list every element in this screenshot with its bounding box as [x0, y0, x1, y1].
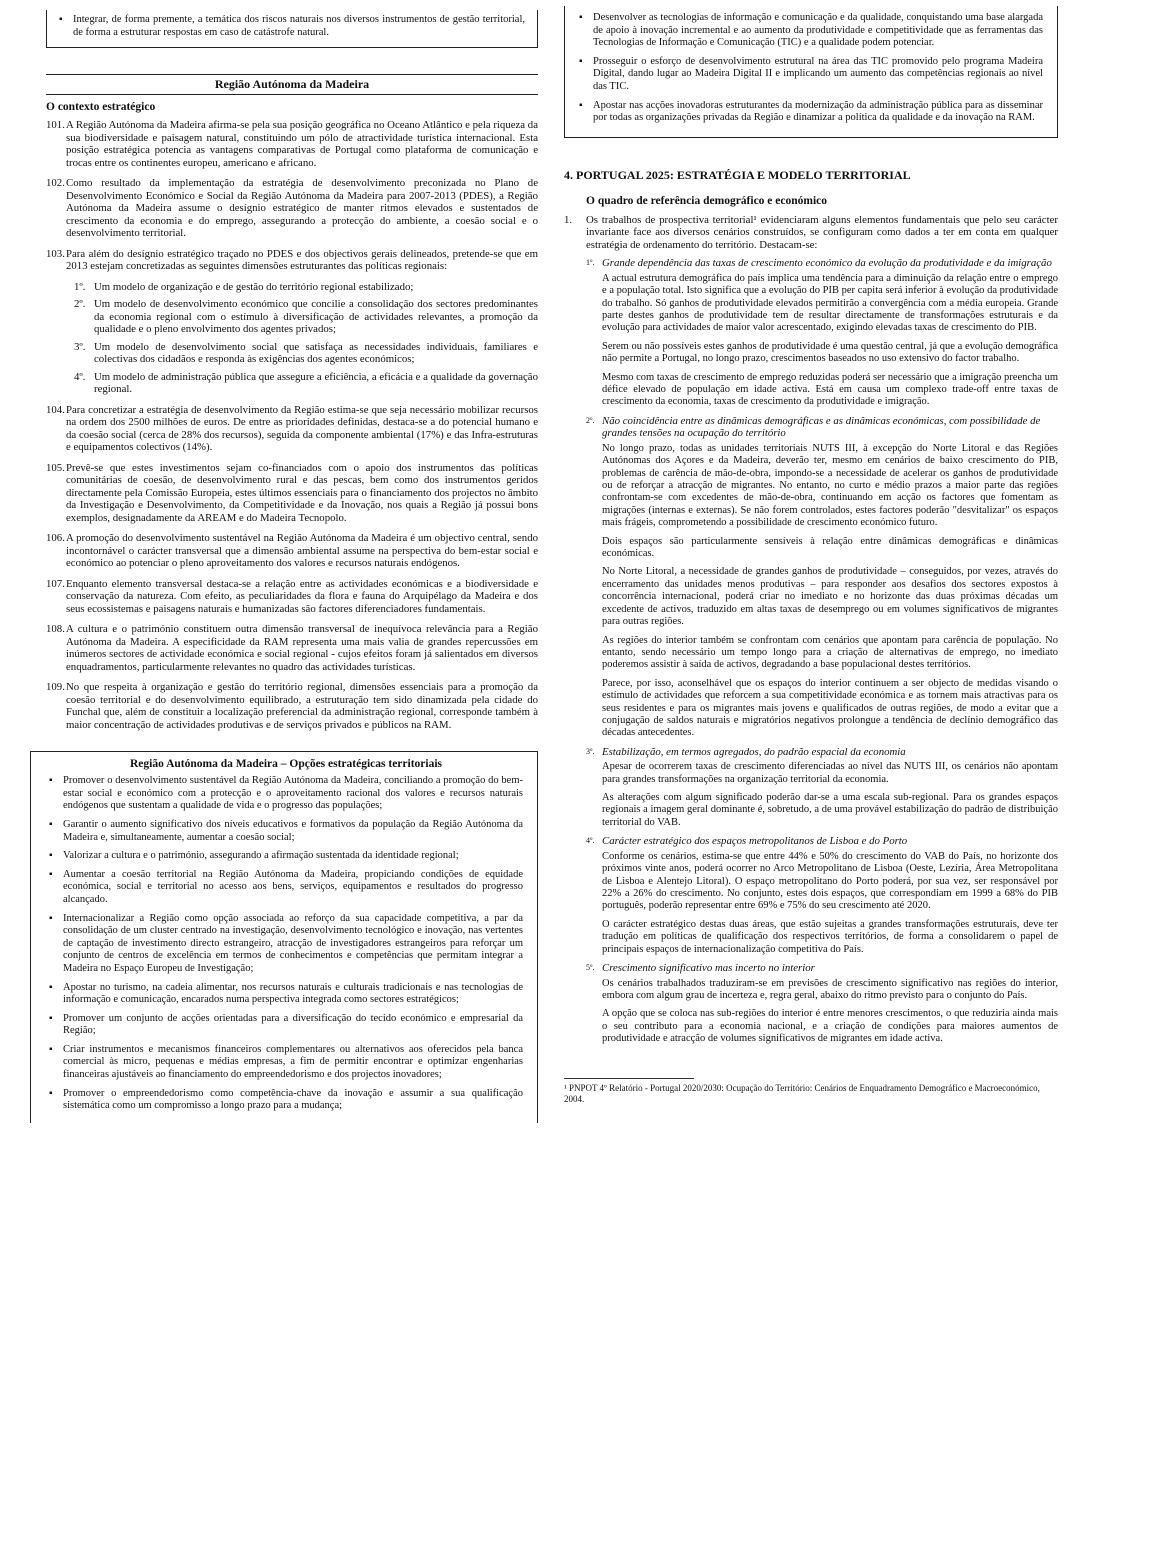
paragraph-text: Os trabalhos de prospectiva territorial¹ evidenciaram alguns elementos fundamentais que pelo seu carácter invariante face aos diversos cenários construídos, se configuram como dados a ter em conta em qualquer estratégia de ordenamento do território. Destacam-se: — [586, 213, 1058, 251]
paragraph-number: 109. — [46, 681, 65, 694]
top-bullet-box — [46, 10, 538, 48]
numbered-paragraph — [46, 462, 538, 525]
left-paragraphs-2 — [46, 404, 538, 732]
sub-item-number: 3º. — [74, 340, 86, 353]
paragraph-text: Como resultado da implementação da estratégia de desenvolvimento preconizada no Plano de Desenvolvimento Económico e Social da Região Autónoma da Madeira para 2007-2013 (PDES), a Região Autónoma da Madeira assume o desígnio estratégico de manter ritmos elevados e sustentados de crescimento da economia e do emprego, assegurando a protecção do ambiente, a coesão social e o desenvolvimento territorial. — [66, 177, 538, 240]
paragraph-text: Enquanto elemento transversal destaca-se a relação entre as actividades económicas e a biodiversidade e conservação da natureza. Com efeito, as peculiaridades da flora e fauna do Arquipélago da Madeira e dos seus ecossistemas e paisagens naturais e humanizadas são factores diferenciadores fundamentais. — [66, 577, 538, 615]
item-number: 1º. — [586, 258, 595, 268]
item-heading — [564, 835, 1058, 848]
section-title-demografico: O quadro de referência demográfico e económico — [586, 194, 828, 207]
sub-item-text: Um modelo de organização e de gestão do território regional estabilizado; — [94, 280, 414, 293]
options-box-continued — [564, 6, 1058, 138]
item-paragraph: Os cenários trabalhados traduziram-se em previsões de crescimento significativo nas regiões do interior, embora com algum grau de incerteza e, regra geral, abaixo do ritmo previsto para o conjunto do País. — [602, 977, 1058, 1001]
chapter-title: 4. PORTUGAL 2025: ESTRATÉGIA E MODELO TERRITORIAL — [564, 167, 911, 182]
item-paragraph: O carácter estratégico destas duas áreas, que estão sujeitas a grandes transformações estruturais, deve ter tradução em políticas de qualificação dos respectivos territórios, de forma a consolidarem o papel de principais espaços de internacionalização competitiva do País. — [602, 918, 1058, 955]
item-title: Estabilização, em termos agregados, do padrão espacial da economia — [602, 745, 906, 758]
item-number: 4º. — [586, 836, 595, 846]
item-paragraph: Dois espaços são particularmente sensíveis à relação entre dinâmicas demográficas e dinâmicas económicas. — [602, 535, 1058, 560]
item-paragraph: Serem ou não possíveis estes ganhos de produtividade é uma questão central, já que a evolução demográfica não permite a Portugal, no longo prazo, crescimentos baseados no uso extensivo do factor trabalho. — [602, 340, 1058, 365]
bullet-item: ▪ Promover o desenvolvimento sustentável da Região Autónoma da Madeira, conciliando a promoção do bem-estar social e económico com a protecção e o aproveitamento racional dos valores e recursos naturais endógenos que sustentam a qualidade de vida e o progresso das populações; — [49, 775, 523, 813]
bullet-item: ▪ Apostar nas acções inovadoras estruturantes da modernização da administração pública para as disseminar por todas as organizações privadas da Região e dinamizar a política da qualidade e da inovação na RAM. — [579, 100, 1043, 125]
paragraph-number: 103. — [46, 247, 65, 260]
item-number: 2º. — [586, 415, 595, 425]
options-box-continued-list — [579, 12, 1043, 125]
item-paragraph: Apesar de ocorrerem taxas de crescimento diferenciadas ao nível das NUTS III, os cenários não apontam para grandes transformações na organização territorial da economia. — [602, 761, 1058, 785]
options-box-title: Região Autónoma da Madeira – Opções estratégicas territoriais — [129, 758, 443, 771]
sub-item-text: Um modelo de desenvolvimento social que satisfaça as necessidades individuais, familiares e colectivas dos cidadãos e responda às exigências dos agentes económicos; — [94, 340, 538, 366]
sub-item-text: Um modelo de desenvolvimento económico que concilie a consolidação dos sectores predominantes da economia regional com o estímulo à diversificação de actividades relevantes, a promoção da qualidade e o pleno envolvimento dos agentes privados; — [94, 298, 538, 336]
right-column — [564, 0, 1058, 1105]
left-paragraphs — [46, 119, 538, 273]
item-paragraph: Mesmo com taxas de crescimento de emprego reduzidas poderá ser necessário que a imigração preencha um défice elevado de população em idade activa. Está em causa um complexo trade-off entre taxas de crescimento da economia, taxas de crescimento da produtividade e imigração. — [602, 371, 1058, 408]
paragraph-1 — [564, 214, 1058, 252]
bullet-item: ▪ Aumentar a coesão territorial na Região Autónoma da Madeira, propiciando condições de equidade económica, social e territorial no acesso aos bens, serviços, equipamentos e resultados do progresso alcançado. — [49, 869, 523, 907]
item-title: Não coincidência entre as dinâmicas demográficas e as dinâmicas económicas, com possibilidade de grandes tensões na ocupação do território — [602, 414, 1041, 440]
bullet-item: ▪ Promover um conjunto de acções orientadas para a diversificação do tecido económico e empresarial da Região; — [49, 1013, 523, 1038]
options-box-list — [49, 775, 523, 1113]
left-sub-items — [46, 281, 538, 396]
sub-item-number: 2º. — [74, 298, 86, 311]
bullet-item: ▪ Garantir o aumento significativo dos níveis educativos e formativos da população da Região Autónoma da Madeira e, simultaneamente, aumentar a coesão social; — [49, 819, 523, 844]
bullet-item: ▪ Desenvolver as tecnologias de informação e comunicação e da qualidade, conquistando uma base alargada de apoio à inovação incremental e ao aumento da produtividade e competitividade que as ferramentas das Tecnologias de Informação e Comunicação (TIC) e a qualidade podem potenciar. — [579, 12, 1043, 50]
numbered-paragraph — [46, 532, 538, 570]
numbered-paragraph — [46, 578, 538, 616]
paragraph-number: 101. — [46, 119, 65, 132]
options-box — [30, 751, 538, 1123]
item-number: 3º. — [586, 746, 595, 756]
paragraph-text: A Região Autónoma da Madeira afirma-se pela sua posição geográfica no Oceano Atlântico e pela riqueza da sua biodiversidade e paisagem natural, constituindo um pólo de atractividade turística internacional. Esta posição estratégica potencia as vantagens comparativas de Portugal como plataforma de comunicação e trocas entre os continentes europeu, americano e africano. — [66, 119, 538, 169]
numbered-paragraph — [46, 248, 538, 273]
item-paragraph: A opção que se coloca nas sub-regiões do interior é entre menores crescimentos, o que reduziria ainda mais o seu contributo para a economia nacional, e a criação de condições para maiores aumentos de produtividade e atracção de volumes significativos de migrantes em idade activa. — [602, 1008, 1058, 1045]
numbered-paragraph — [46, 177, 538, 240]
bullet-item: ▪ Criar instrumentos e mecanismos financeiros complementares ou alternativos aos oferecidos pela banca comercial às micro, pequenas e médias empresas, a fim de permitir encontrar e optimizar engenharias financeiras ajustáveis ao financiamento do empreendedorismo e dos projectos inovadores; — [49, 1044, 523, 1082]
item-title: Grande dependência das taxas de crescimento económico da evolução da produtividade e da imigração — [602, 257, 1052, 270]
paragraph-number: 107. — [46, 577, 65, 590]
sub-item — [46, 281, 538, 294]
item-title: Crescimento significativo mas incerto no interior — [602, 962, 815, 975]
paragraph-number: 106. — [46, 532, 65, 545]
sub-item — [46, 298, 538, 336]
paragraph-text: No que respeita à organização e gestão do território regional, dimensões essenciais para a promoção da coesão territorial e do desenvolvimento equilibrado, a estruturação tem sido dinamizada pela cidade do Funchal que, além de constituir a localização preferencial da administração regional, corresponde também à maior concentração de actividades produtivas e de serviços privados e públicos na RAM. — [66, 681, 538, 731]
sub-item-number: 1º. — [74, 280, 86, 293]
numbered-paragraph — [46, 119, 538, 169]
item-paragraph: As alterações com algum significado poderão dar-se a uma escala sub-regional. Para os grandes espaços regionais a imagem geral dominante é, sobretudo, a de uma provável estabilização do padrão de distribuição territorial do VAB. — [602, 792, 1058, 828]
section-title-madeira: Região Autónoma da Madeira — [46, 74, 538, 95]
sub-item-number: 4º. — [74, 370, 86, 383]
item-paragraph: No Norte Litoral, a necessidade de grandes ganhos de produtividade – conseguidos, por vezes, através do encerramento das unidades menos produtivas – para responder aos desafios dos sectores expostos à concorrência internacional, poderá criar no imediato e no horizonte das duas próximas décadas um excedente de activos, traduzido em altas taxas de desemprego ou em volumes significativos de migrantes para outras regiões. — [602, 566, 1058, 628]
top-bullet: ▪ Integrar, de forma premente, a temática dos riscos naturais nos diversos instrumentos de gestão territorial, de forma a estruturar respostas em caso de catástrofe natural. — [59, 14, 525, 39]
item-paragraph: As regiões do interior também se confrontam com cenários que apontam para carência de população. No entanto, sendo necessário um tempo longo para a criação de alternativas de emprego, no imediato poderemos assistir à saída de activos, degradando a base populacional destes territórios. — [602, 634, 1058, 671]
paragraph-number: 105. — [46, 461, 65, 474]
subtitle-contexto: O contexto estratégico — [46, 101, 156, 114]
item-heading — [564, 257, 1058, 270]
paragraph-number: 108. — [46, 623, 65, 636]
paragraph-text: Para além do desígnio estratégico traçado no PDES e dos objectivos gerais delineados, pretende-se que em 2013 estejam concretizadas as seguintes dimensões estruturantes das políticas regionais: — [66, 247, 538, 273]
left-column — [46, 0, 538, 1123]
paragraph-text: Para concretizar a estratégia de desenvolvimento da Região estima-se que seja necessário mobilizar recursos na ordem dos 2500 milhões de euros. De entre as prioridades definidas, destaca-se a do potencial humano e da coesão social (cerca de 28% dos recursos), seguida da componente ambiental (17%) e das Infra-estruturas e equipamentos colectivos (14%). — [66, 403, 538, 454]
item-heading — [564, 746, 1058, 759]
footnote-rule — [564, 1078, 694, 1079]
item-paragraph: Parece, por isso, aconselhável que os espaços do interior continuem a ser objecto de medidas visando o estímulo de actividades que reforcem a sua competitividade económica e as tornem mais atractivas para os seus residentes e para os migrantes mais jovens e qualificados de outras regiões, de modo a evitar que a conjugação de saldos naturais e migratórios negativos prolongue a tendência de declínio demográfico das décadas antecedentes. — [602, 677, 1058, 739]
paragraph-number: 104. — [46, 403, 65, 416]
item-heading — [564, 962, 1058, 975]
numbered-paragraph — [46, 681, 538, 731]
item-title: Carácter estratégico dos espaços metropolitanos de Lisboa e do Porto — [602, 835, 908, 848]
paragraph-text: A promoção do desenvolvimento sustentável na Região Autónoma da Madeira é um objectivo central, sendo incontornável o carácter transversal que a dimensão ambiental assume na perspectiva do bem-estar social e económico ao potenciar o pleno aproveitamento dos valores e recursos naturais endógenos. — [66, 532, 538, 570]
bullet-item: ▪ Valorizar a cultura e o património, assegurando a afirmação sustentada da identidade regional; — [49, 850, 523, 863]
sub-item — [46, 341, 538, 366]
bullet-item: ▪ Apostar no turismo, na cadeia alimentar, nos recursos naturais e culturais tradicionais e nas tecnologias de informação e comunicação, encarados numa perspectiva integrada como sectores estratégicos; — [49, 982, 523, 1007]
numbered-paragraph — [46, 623, 538, 673]
right-items — [564, 257, 1058, 1045]
sub-item — [46, 371, 538, 396]
item-number: 5º. — [586, 963, 595, 973]
item-paragraph: A actual estrutura demográfica do país implica uma tendência para a diminuição da relação entre o emprego e a população total. Isto significa que a evolução do PIB per capita será inferior à evolução da produtividade do trabalho. Só ganhos de produtividade elevados permitirão a convergência com a média europeia. Grande parte destes ganhos de produtividade tem de resultar directamente de transformações estruturais e da evolução para actividades de maior valor acrescentado, exigindo elevadas taxas de crescimento do PIB. — [602, 272, 1058, 334]
paragraph-text: A cultura e o património constituem outra dimensão transversal de inequívoca relevância para a Região Autónoma da Madeira. A especificidade da RAM representa uma mais valia de grandes repercussões em inúmeros sectores de actividade económica e social regional - cujos efeitos foram já salientados em diversos enquadramentos, particularmente relevantes no quadro das actividades turísticas. — [66, 623, 538, 673]
item-heading — [564, 415, 1058, 440]
paragraph-number: 1. — [564, 213, 573, 226]
paragraph-text: Prevê-se que estes investimentos sejam co-financiados com o apoio dos instrumentos das políticas comunitárias de coesão, de desenvolvimento rural e das pescas, bem como dos instrumentos geridos directamente pela Comissão Europeia, estes últimos essenciais para o financiamento dos projectos no âmbito da Investigação e Desenvolvimento, da Competitividade e da Inovação, nos quais a Região já possui bons exemplos, designadamente da AREAM e do Madeira Tecnopolo. — [66, 461, 538, 524]
bullet-item: ▪ Prosseguir o esforço de desenvolvimento estrutural na área das TIC promovido pelo programa Madeira Digital, dando lugar ao Madeira Digital II e implicando um aumento das competências regionais ao nível das TIC. — [579, 56, 1043, 94]
paragraph-number: 102. — [46, 177, 65, 190]
item-paragraph: No longo prazo, todas as unidades territoriais NUTS III, à excepção do Norte Litoral e das Regiões Autónomas dos Açores e da Madeira, deverão ter, mesmo em cenários de baixo crescimento do PIB, problemas de carência de mão-de-obra, impondo-se a necessidade de acelerar os ganhos de produtividade ou de reforçar a atracção de migrantes. No entanto, no curto e médio prazos a maior parte das regiões confrontam-se com excedentes de mão-de-obra, continuando em acção os factores que fomentam as migrações (internas e externas). Se não forem controlados, estes factores poderão "desvitalizar" os espaços mais frágeis, comprometendo a possibilidade de crescimento económico futuro. — [602, 442, 1058, 529]
bullet-item: ▪ Promover o empreendedorismo como competência-chave da inovação e assumir a sua qualificação sistemática como um compromisso a longo prazo para a mudança; — [49, 1088, 523, 1113]
sub-item-text: Um modelo de administração pública que assegure a eficiência, a eficácia e a qualidade da governação regional. — [94, 370, 538, 396]
item-paragraph: Conforme os cenários, estima-se que entre 44% e 50% do crescimento do VAB do País, no horizonte dos próximos vinte anos, poderá ocorrer no Arco Metropolitano de Lisboa (Oeste, Lezíria, Área Metropolitana de Lisboa e Alentejo Litoral). O espaço metropolitano do Porto poderá, por sua vez, ser responsável por 22% a 26% do crescimento. No conjunto, estes dois espaços, que correspondiam em 1999 a 68% do PIB português, poderão representar entre 69% e 75% do seu crescimento até 2020. — [602, 850, 1058, 912]
footnote: ¹ PNPOT 4º Relatório - Portugal 2020/2030: Ocupação do Território: Cenários de Enquadramento Demográfico e Macroeconómico, 2004. — [564, 1082, 1040, 1104]
numbered-paragraph — [46, 404, 538, 454]
bullet-item: ▪ Internacionalizar a Região como opção associada ao reforço da sua capacidade competitiva, a par da consolidação de um cluster centrado na investigação, desenvolvimento tecnológico e inovação, nas vertentes de captação de investimento directo estrangeiro, atracção de investigadores estrangeiros para reforçar um conjunto de centros de excelência em termos de conhecimentos e competências que permitam integrar a Madeira no Espaço Europeu de Investigação; — [49, 913, 523, 976]
